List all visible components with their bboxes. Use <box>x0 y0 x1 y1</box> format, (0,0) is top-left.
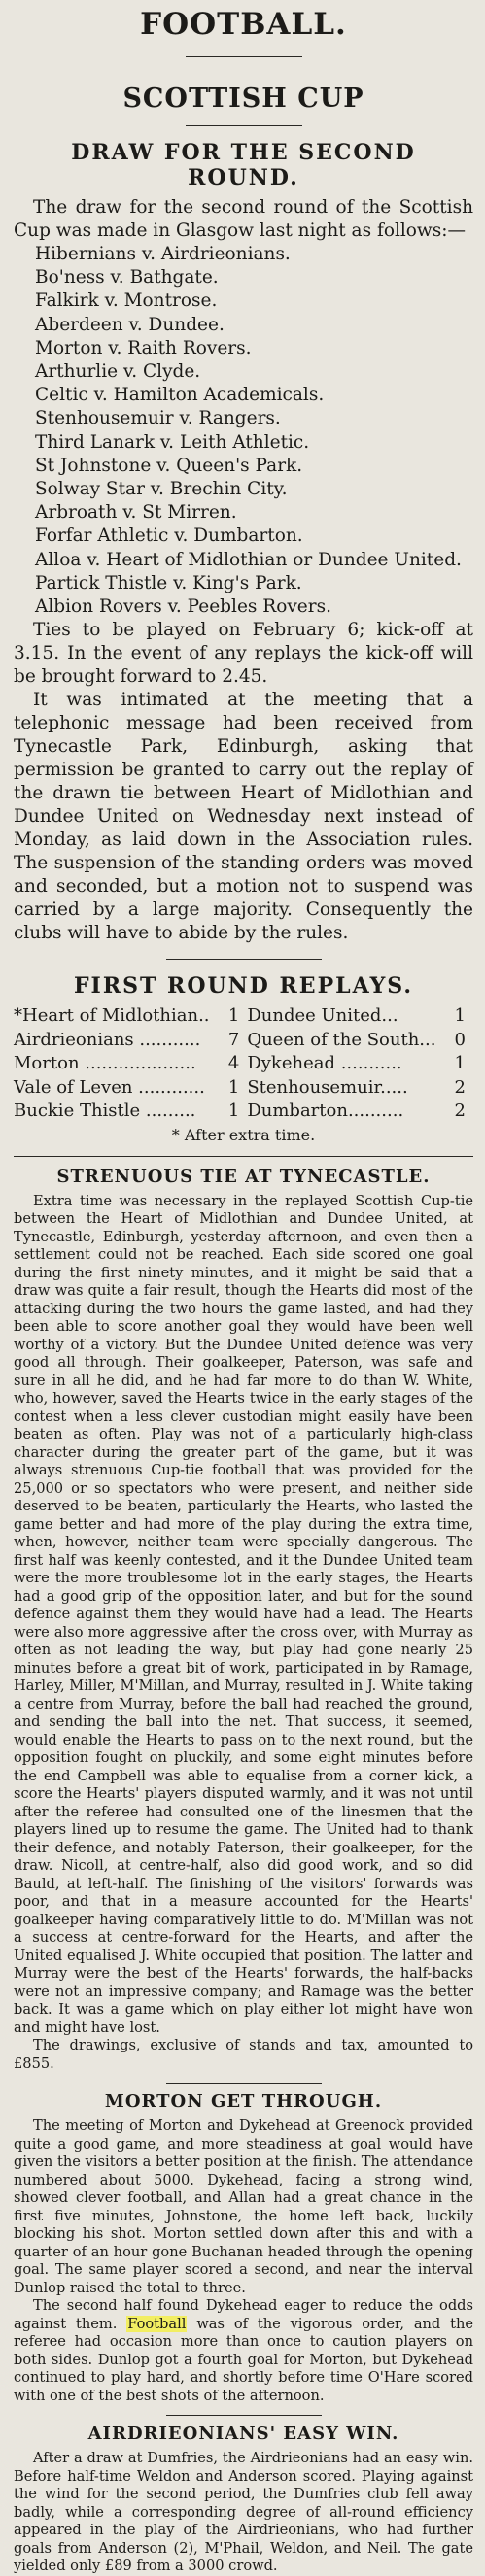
away-score: 1 <box>454 1005 466 1027</box>
morton-heading: MORTON GET THROUGH. <box>104 2091 383 2113</box>
draw-tie: Hibernians v. Airdrieonians. <box>35 244 291 264</box>
draw-tie: Stenhousemuir v. Rangers. <box>35 408 281 429</box>
draw-tie: St Johnstone v. Queen's Park. <box>35 455 303 476</box>
morton-section <box>14 2091 473 2405</box>
draw-tie: Forfar Athletic v. Dumbarton. <box>35 525 303 547</box>
home-team: Airdrieonians ........... <box>14 1029 201 1050</box>
home-score: 1 <box>227 1101 240 1122</box>
draw-tie: Solway Star v. Brechin City. <box>35 479 288 500</box>
table-row <box>14 1004 473 1029</box>
highlighted-word: Football <box>127 2315 187 2332</box>
morton-text: The second half found Dykehead eager to reduce the odds against them. <box>14 2297 473 2332</box>
draw-tie: Morton v. Raith Rovers. <box>35 337 252 358</box>
home-team: *Heart of Midlothian.. <box>14 1005 210 1027</box>
away-team: Dumbarton.......... <box>247 1101 404 1122</box>
draw-tie: Aberdeen v. Dundee. <box>35 314 225 335</box>
draw-paragraph: Ties to be played on February 6; kick-off at 3.15. In the event of any replays the kick-off will be brought forward to 2.45. <box>14 620 473 688</box>
away-score: 0 <box>454 1029 466 1050</box>
home-team: Morton .................... <box>14 1053 196 1074</box>
away-score: 1 <box>454 1053 466 1074</box>
away-score: 2 <box>454 1101 466 1122</box>
divider <box>166 2083 322 2084</box>
home-score: 1 <box>227 1005 240 1027</box>
home-score: 1 <box>227 1076 240 1098</box>
away-team: Queen of the South... <box>247 1029 436 1050</box>
draw-tie: Albion Rovers v. Peebles Rovers. <box>35 596 331 618</box>
away-team: Stenhousemuir..... <box>247 1076 408 1098</box>
divider <box>186 125 302 126</box>
home-score: 7 <box>227 1029 240 1050</box>
replays-table <box>14 1004 473 1124</box>
page-title: FOOTBALL. <box>140 7 347 42</box>
replays-section <box>14 973 473 1144</box>
draw-tie: Partick Thistle v. King's Park. <box>35 572 302 593</box>
divider <box>166 959 322 960</box>
draw-tie: Bo'ness v. Bathgate. <box>35 267 219 288</box>
tynecastle-section <box>14 1167 473 2074</box>
home-team: Buckie Thistle ......... <box>14 1101 196 1122</box>
home-team: Vale of Leven ............ <box>14 1076 205 1098</box>
tynecastle-paragraph: Extra time was necessary in the replayed Scottish Cup-tie between the Heart of Midlothian and Dundee United, at Tynecastle, Edinburgh, yesterday afternoon, and even then a settlement could not be reached. Each side scored one goal during the first ninety minutes, and it might be said that a draw was quite a fair result, though the Hearts did most of the attacking during the two hours the game lasted, and had they been able to score another goal they would have been well worthy of a victory. But the Dundee United defence was very good all through. Their goalkeeper, Paterson, was safe and sure in all he did, and he had far more to do than W. White, who, however, saved the Hearts twice in the early stages of the contest when a less clever custodian might easily have been beaten as often. Play was not of a particularly high-class character during the greater part of the game, but it was always strenuous Cup-tie football that was provided for the 25,000 or so spectators who were present, and neither side deserved to be beaten, particularly the Hearts, who lasted the game better and had more of the play during the extra time, when, however, neither team were specially dangerous. The first half was keenly contested, and it the Dundee United team were the more troublesome lot in the early stages, the Hearts had a good grip of the opposition later, and but for the sound defence against them they would have had a lead. The Hearts were also more aggressive after the cross over, with Murray as often as not leading the way, but play had gone nearly 25 minutes before a great bit of work, participated in by Ramage, Harley, Miller, M'Millan, and Murray, resulted in J. White taking a centre from Murray, before the ball had reached the ground, and sending the ball into the net. That success, it seemed, would enable the Hearts to pass on to the next round, but the opposition fought on pluckily, and some eight minutes before the end Campbell was able to equalise from a corner kick, a score the Hearts' players disputed warmly, and it was not until after the referee had consulted one of the linesmen that the players lined up to resume the game. The United had to thank their defence, and notably Paterson, their goalkeeper, for the draw. Nicoll, at centre-half, also did good work, and so did Bauld, at left-half. The finishing of the visitors' forwards was poor, and that in a measure accounted for the Hearts' goalkeeper having comparatively little to do. M'Millan was not a success at centre-forward for the Hearts, and after the United equalised J. White occupied that position. The latter and Murray were the best of the Hearts' forwards, the half-backs were not an impressive company; and Ramage was the better back. It was a game which on play either lot might have won and might have lost. <box>14 1192 473 2036</box>
home-score: 4 <box>227 1053 240 1074</box>
divider <box>166 2415 322 2416</box>
divider <box>14 1156 473 1157</box>
draw-tie: Celtic v. Hamilton Academicals. <box>35 385 325 406</box>
draw-list <box>14 243 473 619</box>
draw-paragraph: It was intimated at the meeting that a telephonic message had been received from Tynecastle Park, Edinburgh, asking that permission be granted to carry out the replay of the drawn tie between Heart of Midlothian and Dundee United on Wednesday next instead of Monday, as laid down in the Association rules. The suspension of the standing orders was moved and seconded, but a motion not to suspend was carried by a large majority. Consequently the clubs will have to abide by the rules. <box>14 690 473 944</box>
draw-tie: Arthurlie v. Clyde. <box>35 361 201 383</box>
draw-tie: Arbroath v. St Mirren. <box>35 502 237 524</box>
draw-tie: Falkirk v. Montrose. <box>35 290 218 312</box>
table-row <box>14 1100 473 1124</box>
draw-tie: Third Lanark v. Leith Athletic. <box>35 431 310 453</box>
away-team: Dykehead ........... <box>247 1053 402 1074</box>
tynecastle-paragraph: The drawings, exclusive of stands and tax, amounted to £855. <box>14 2037 473 2072</box>
table-row <box>14 1029 473 1053</box>
airdrie-section <box>14 2423 473 2576</box>
morton-text: was of the vigorous order, and the referee had occasion more than once to caution players on both sides. Dunlop got a fourth goal for Morton, but Dykehead continued to play hard, and shortly before time O'Hare scored with one of the best shots of the afternoon. <box>14 2315 474 2404</box>
morton-paragraph <box>14 2297 473 2405</box>
morton-paragraph: The meeting of Morton and Dykehead at Greenock provided quite a good game, and more steadiness at goal would have given the visitors a better position at the finish. The attendance numbered about 5000. Dykehead, facing a strong wind, showed clever football, and Allan had a great chance in the first five minutes, Johnstone, the home left back, luckily blocking his shot. Morton settled down after this and with a quarter of an hour gone Buchanan headed through the opening goal. The same player scored a second, and near the interval Dunlop raised the total to three. <box>14 2118 473 2296</box>
draw-tie: Alloa v. Heart of Midlothian or Dundee United. <box>35 549 462 570</box>
draw-section <box>14 140 473 945</box>
airdrie-paragraph: After a draw at Dumfries, the Airdrieonians had an easy win. Before half-time Weldon and Anderson scored. Playing against the wind for the second period, the Dumfries club fell away badly, while a corresponding degree of all-round efficiency appeared in the play of the Airdrieonians, who had further goals from Anderson (2), M'Phail, Weldon, and Neil. The gate yielded only £89 from a 3000 crowd. <box>14 2450 473 2575</box>
tynecastle-heading: STRENUOUS TIE AT TYNECASTLE. <box>56 1166 431 1187</box>
replays-heading: FIRST ROUND REPLAYS. <box>73 973 414 1000</box>
table-row <box>14 1052 473 1076</box>
competition-title: SCOTTISH CUP <box>122 84 364 114</box>
draw-heading: DRAW FOR THE SECOND ROUND. <box>71 140 416 190</box>
away-team: Dundee United... <box>247 1005 398 1027</box>
table-row <box>14 1076 473 1101</box>
airdrie-heading: AIRDRIEONIANS' EASY WIN. <box>87 2423 399 2445</box>
divider <box>186 56 302 57</box>
replays-footnote: * After extra time. <box>171 1125 316 1144</box>
draw-intro: The draw for the second round of the Scottish Cup was made in Glasgow last night as follows:— <box>14 197 473 241</box>
away-score: 2 <box>454 1076 466 1098</box>
